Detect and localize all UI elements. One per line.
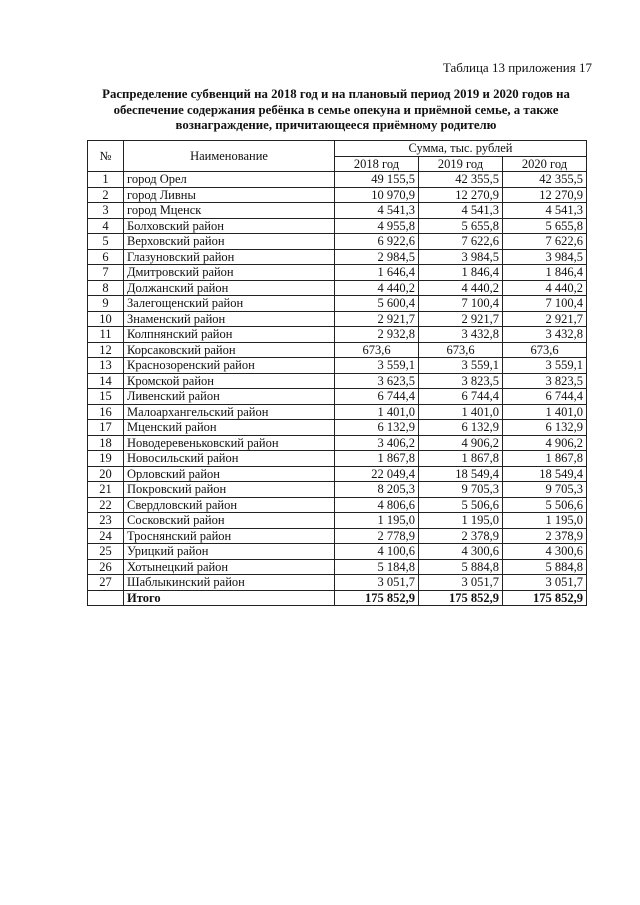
row-number-cell: 11 xyxy=(88,327,124,343)
row-name-cell: Краснозоренский район xyxy=(124,358,335,374)
row-value-2018: 5 600,4 xyxy=(335,296,419,312)
subvention-table xyxy=(87,140,587,606)
row-number-cell: 5 xyxy=(88,234,124,250)
row-value-2020: 3 432,8 xyxy=(503,327,587,343)
row-value-2019: 673,6 xyxy=(419,342,503,358)
row-name-cell: Ливенский район xyxy=(124,389,335,405)
table-row xyxy=(88,451,587,467)
row-value-2020: 4 906,2 xyxy=(503,435,587,451)
row-value-2019: 3 984,5 xyxy=(419,249,503,265)
row-value-2020: 3 559,1 xyxy=(503,358,587,374)
row-value-2019: 4 541,3 xyxy=(419,203,503,219)
row-number-cell: 14 xyxy=(88,373,124,389)
row-name-cell: Малоархангельский район xyxy=(124,404,335,420)
table-row xyxy=(88,280,587,296)
row-value-2019: 5 655,8 xyxy=(419,218,503,234)
row-name-cell: Свердловский район xyxy=(124,497,335,513)
row-value-2018: 2 921,7 xyxy=(335,311,419,327)
row-value-2018: 4 440,2 xyxy=(335,280,419,296)
row-number-cell: 10 xyxy=(88,311,124,327)
row-number-cell: 6 xyxy=(88,249,124,265)
row-value-2019: 4 300,6 xyxy=(419,544,503,560)
row-name-cell: Глазуновский район xyxy=(124,249,335,265)
row-value-2020: 4 440,2 xyxy=(503,280,587,296)
row-value-2019: 5 506,6 xyxy=(419,497,503,513)
table-row xyxy=(88,373,587,389)
row-number-cell: 27 xyxy=(88,575,124,591)
document-title-line: обеспечение содержания ребёнка в семье опекуна и приёмной семье, а также xyxy=(113,102,559,117)
table-row xyxy=(88,296,587,312)
column-header-year: 2018 год xyxy=(335,156,419,172)
row-value-2020: 12 270,9 xyxy=(503,187,587,203)
row-number-cell: 13 xyxy=(88,358,124,374)
row-value-2020: 5 884,8 xyxy=(503,559,587,575)
row-value-2018: 6 132,9 xyxy=(335,420,419,436)
table-row xyxy=(88,528,587,544)
row-name-cell: Троснянский район xyxy=(124,528,335,544)
row-value-2020: 7 100,4 xyxy=(503,296,587,312)
row-value-2020: 9 705,3 xyxy=(503,482,587,498)
row-value-2019: 9 705,3 xyxy=(419,482,503,498)
row-value-2020: 3 051,7 xyxy=(503,575,587,591)
row-number-cell: 24 xyxy=(88,528,124,544)
column-header-number: № xyxy=(88,141,124,172)
total-value-2020: 175 852,9 xyxy=(503,590,587,606)
table-row xyxy=(88,249,587,265)
total-label-cell: Итого xyxy=(124,590,335,606)
column-header-name: Наименование xyxy=(124,141,335,172)
row-number-cell: 18 xyxy=(88,435,124,451)
row-value-2020: 18 549,4 xyxy=(503,466,587,482)
row-value-2020: 42 355,5 xyxy=(503,172,587,188)
row-name-cell: Верховский район xyxy=(124,234,335,250)
total-value-2019: 175 852,9 xyxy=(419,590,503,606)
table-row xyxy=(88,342,587,358)
row-value-2019: 6 132,9 xyxy=(419,420,503,436)
row-value-2019: 42 355,5 xyxy=(419,172,503,188)
row-value-2019: 7 622,6 xyxy=(419,234,503,250)
row-value-2020: 2 921,7 xyxy=(503,311,587,327)
row-value-2020: 5 506,6 xyxy=(503,497,587,513)
row-value-2020: 3 984,5 xyxy=(503,249,587,265)
column-header-sum: Сумма, тыс. рублей xyxy=(335,141,587,157)
row-name-cell: Залегощенский район xyxy=(124,296,335,312)
appendix-label: Таблица 13 приложения 17 xyxy=(442,60,592,75)
row-value-2018: 2 984,5 xyxy=(335,249,419,265)
row-value-2018: 10 970,9 xyxy=(335,187,419,203)
row-name-cell: Колпнянский район xyxy=(124,327,335,343)
row-value-2018: 2 932,8 xyxy=(335,327,419,343)
row-name-cell: город Мценск xyxy=(124,203,335,219)
row-value-2019: 1 401,0 xyxy=(419,404,503,420)
row-value-2019: 4 440,2 xyxy=(419,280,503,296)
row-name-cell: Покровский район xyxy=(124,482,335,498)
row-name-cell: Должанский район xyxy=(124,280,335,296)
row-name-cell: Знаменский район xyxy=(124,311,335,327)
row-value-2018: 4 541,3 xyxy=(335,203,419,219)
row-value-2018: 673,6 xyxy=(335,342,419,358)
table-header-row xyxy=(88,141,587,157)
row-value-2019: 12 270,9 xyxy=(419,187,503,203)
row-value-2020: 1 401,0 xyxy=(503,404,587,420)
table-row xyxy=(88,575,587,591)
document-title-line: вознаграждение, причитающееся приёмному родителю xyxy=(175,118,497,132)
row-value-2019: 1 867,8 xyxy=(419,451,503,467)
row-value-2019: 2 921,7 xyxy=(419,311,503,327)
row-value-2018: 22 049,4 xyxy=(335,466,419,482)
row-value-2018: 1 401,0 xyxy=(335,404,419,420)
row-name-cell: Корсаковский район xyxy=(124,342,335,358)
column-header-year: 2020 год xyxy=(503,156,587,172)
row-number-cell: 7 xyxy=(88,265,124,281)
row-value-2019: 3 432,8 xyxy=(419,327,503,343)
row-number-cell: 23 xyxy=(88,513,124,529)
row-number-cell: 9 xyxy=(88,296,124,312)
row-number-cell: 21 xyxy=(88,482,124,498)
table-row xyxy=(88,389,587,405)
row-name-cell: Новосильский район xyxy=(124,451,335,467)
table-body xyxy=(88,172,587,591)
table-row xyxy=(88,513,587,529)
row-number-cell: 12 xyxy=(88,342,124,358)
row-value-2018: 8 205,3 xyxy=(335,482,419,498)
row-value-2019: 18 549,4 xyxy=(419,466,503,482)
row-value-2018: 4 100,6 xyxy=(335,544,419,560)
row-name-cell: Новодеревеньковский район xyxy=(124,435,335,451)
row-value-2018: 3 623,5 xyxy=(335,373,419,389)
row-value-2020: 1 195,0 xyxy=(503,513,587,529)
row-value-2018: 49 155,5 xyxy=(335,172,419,188)
row-name-cell: Кромской район xyxy=(124,373,335,389)
row-name-cell: Сосковский район xyxy=(124,513,335,529)
table-row xyxy=(88,420,587,436)
row-value-2018: 3 559,1 xyxy=(335,358,419,374)
table-row xyxy=(88,203,587,219)
document-title-line: Распределение субвенций на 2018 год и на плановый период 2019 и 2020 годов на xyxy=(102,87,570,101)
table-row xyxy=(88,172,587,188)
row-name-cell: Шаблыкинский район xyxy=(124,575,335,591)
row-value-2018: 1 646,4 xyxy=(335,265,419,281)
row-value-2019: 1 846,4 xyxy=(419,265,503,281)
row-number-cell: 2 xyxy=(88,187,124,203)
row-number-cell: 4 xyxy=(88,218,124,234)
table-row xyxy=(88,327,587,343)
row-value-2019: 6 744,4 xyxy=(419,389,503,405)
row-value-2018: 5 184,8 xyxy=(335,559,419,575)
row-value-2018: 6 744,4 xyxy=(335,389,419,405)
row-value-2018: 4 955,8 xyxy=(335,218,419,234)
table-row xyxy=(88,559,587,575)
row-value-2020: 3 823,5 xyxy=(503,373,587,389)
row-name-cell: Урицкий район xyxy=(124,544,335,560)
row-value-2020: 5 655,8 xyxy=(503,218,587,234)
table-row xyxy=(88,265,587,281)
row-value-2018: 1 195,0 xyxy=(335,513,419,529)
row-value-2020: 673,6 xyxy=(503,342,587,358)
row-value-2020: 6 744,4 xyxy=(503,389,587,405)
row-value-2019: 2 378,9 xyxy=(419,528,503,544)
row-value-2018: 1 867,8 xyxy=(335,451,419,467)
row-number-cell: 16 xyxy=(88,404,124,420)
table-row xyxy=(88,497,587,513)
row-value-2020: 1 846,4 xyxy=(503,265,587,281)
table-row xyxy=(88,544,587,560)
row-value-2018: 6 922,6 xyxy=(335,234,419,250)
row-number-cell: 17 xyxy=(88,420,124,436)
table-row xyxy=(88,466,587,482)
row-number-cell: 26 xyxy=(88,559,124,575)
row-name-cell: Орловский район xyxy=(124,466,335,482)
row-number-cell: 22 xyxy=(88,497,124,513)
table-row xyxy=(88,404,587,420)
row-number-cell: 25 xyxy=(88,544,124,560)
table-row xyxy=(88,311,587,327)
row-value-2018: 2 778,9 xyxy=(335,528,419,544)
document-title xyxy=(76,87,596,134)
row-name-cell: Дмитровский район xyxy=(124,265,335,281)
row-value-2019: 7 100,4 xyxy=(419,296,503,312)
row-number-cell: 15 xyxy=(88,389,124,405)
row-value-2020: 6 132,9 xyxy=(503,420,587,436)
table-row xyxy=(88,358,587,374)
row-value-2019: 3 823,5 xyxy=(419,373,503,389)
row-value-2019: 3 559,1 xyxy=(419,358,503,374)
row-value-2018: 3 406,2 xyxy=(335,435,419,451)
table-row xyxy=(88,482,587,498)
row-value-2019: 4 906,2 xyxy=(419,435,503,451)
row-value-2019: 3 051,7 xyxy=(419,575,503,591)
table-row xyxy=(88,187,587,203)
row-name-cell: город Ливны xyxy=(124,187,335,203)
row-value-2019: 5 884,8 xyxy=(419,559,503,575)
total-row xyxy=(88,590,587,606)
total-number-cell xyxy=(88,590,124,606)
row-value-2018: 4 806,6 xyxy=(335,497,419,513)
row-value-2020: 4 541,3 xyxy=(503,203,587,219)
row-number-cell: 8 xyxy=(88,280,124,296)
table-row xyxy=(88,234,587,250)
row-value-2019: 1 195,0 xyxy=(419,513,503,529)
column-header-year: 2019 год xyxy=(419,156,503,172)
row-value-2020: 7 622,6 xyxy=(503,234,587,250)
row-name-cell: Хотынецкий район xyxy=(124,559,335,575)
row-name-cell: Болховский район xyxy=(124,218,335,234)
row-value-2020: 2 378,9 xyxy=(503,528,587,544)
row-number-cell: 3 xyxy=(88,203,124,219)
row-name-cell: Мценский район xyxy=(124,420,335,436)
table-row xyxy=(88,435,587,451)
row-value-2018: 3 051,7 xyxy=(335,575,419,591)
table-row xyxy=(88,218,587,234)
row-value-2020: 1 867,8 xyxy=(503,451,587,467)
row-value-2020: 4 300,6 xyxy=(503,544,587,560)
row-number-cell: 19 xyxy=(88,451,124,467)
row-number-cell: 1 xyxy=(88,172,124,188)
row-name-cell: город Орел xyxy=(124,172,335,188)
row-number-cell: 20 xyxy=(88,466,124,482)
total-value-2018: 175 852,9 xyxy=(335,590,419,606)
